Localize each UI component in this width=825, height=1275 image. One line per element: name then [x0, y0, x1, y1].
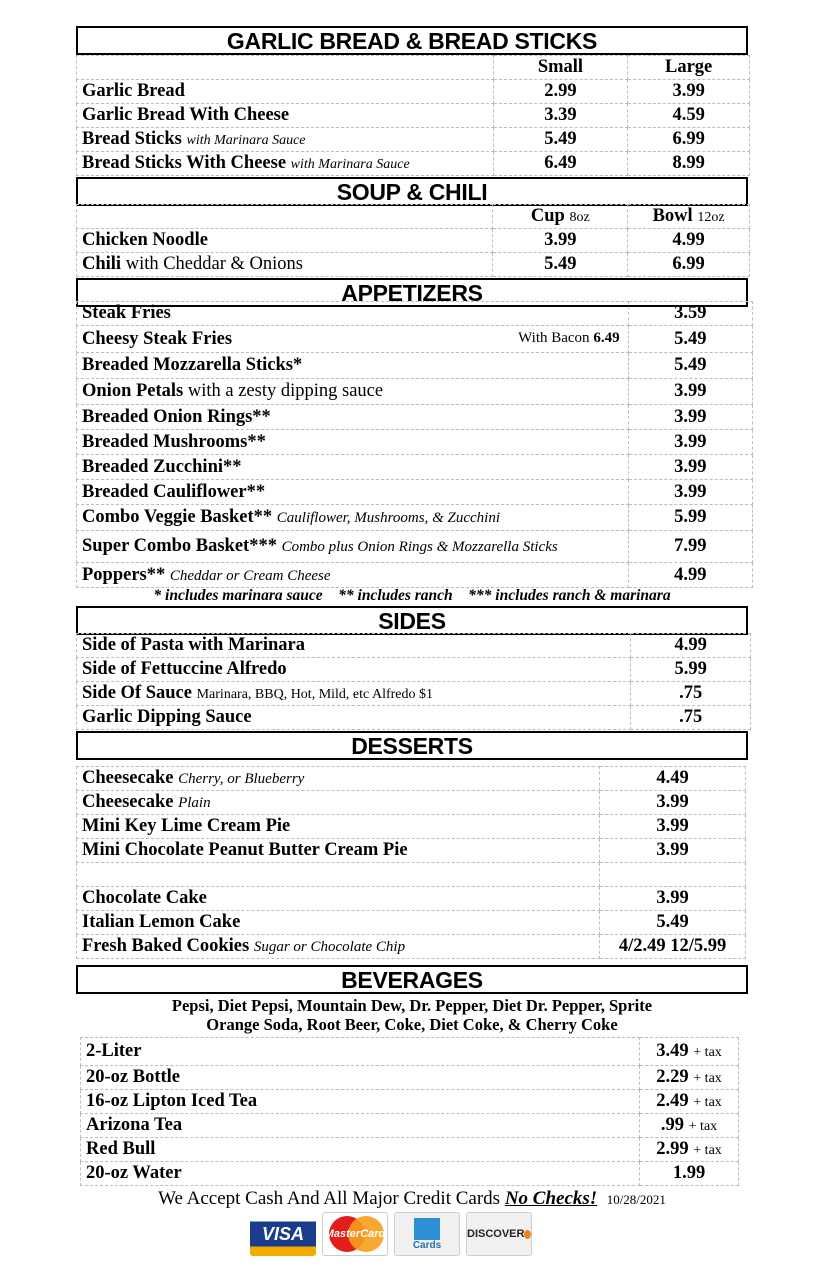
item-price: .99	[660, 1115, 685, 1135]
item-name: Side of Pasta with Marinara	[82, 635, 306, 655]
desserts-table	[76, 766, 746, 959]
price-bowl: 4.99	[628, 229, 750, 253]
item-price: 3.49	[656, 1041, 689, 1061]
item-name: Arizona Tea	[86, 1115, 183, 1135]
sides-section-title: SIDES	[76, 606, 748, 635]
item-name: Cheesecake	[82, 792, 174, 812]
price-large: 6.99	[628, 128, 750, 152]
desserts-section-title: DESSERTS	[76, 731, 748, 760]
tax-label: + tax	[693, 1143, 722, 1158]
item-note: Plain	[178, 795, 211, 811]
item-price: 5.99	[628, 505, 752, 531]
item-name: Mini Key Lime Cream Pie	[82, 816, 291, 836]
menu-row	[81, 1138, 739, 1162]
item-name: Side Of Sauce	[82, 683, 192, 703]
price-small: 2.99	[493, 80, 628, 104]
menu-row	[77, 455, 753, 480]
col-bowl-label: Bowl 12oz	[628, 205, 750, 229]
item-price: 5.49	[628, 326, 752, 353]
menu-row	[77, 767, 746, 791]
soda-list-line-2: Orange Soda, Root Beer, Coke, Diet Coke, & Cherry Coke	[206, 1015, 618, 1034]
garlic-section-title: GARLIC BREAD & BREAD STICKS	[76, 26, 748, 55]
item-name: 20-oz Water	[86, 1163, 182, 1183]
discover-logo-icon: DISCOVER	[466, 1212, 532, 1256]
menu-row	[77, 302, 753, 326]
visa-logo-icon: VISA	[250, 1212, 316, 1256]
price-small: 3.39	[493, 104, 628, 128]
item-note: with Marinara Sauce	[290, 157, 410, 172]
menu-row	[77, 152, 750, 176]
tax-label: + tax	[693, 1071, 722, 1086]
menu-row	[77, 839, 746, 863]
item-note: with a zesty dipping sauce	[187, 381, 384, 401]
item-note: Marinara, BBQ, Hot, Mild, etc Alfredo $1	[196, 687, 434, 702]
price-small: 5.49	[493, 128, 628, 152]
menu-row	[77, 104, 750, 128]
item-name: Garlic Bread	[82, 81, 185, 101]
soda-flavor-list	[76, 996, 748, 1034]
bacon-option-price: 6.49	[593, 330, 620, 346]
soup-table	[76, 204, 750, 277]
item-price: 1.99	[640, 1162, 739, 1186]
accepted-cards	[250, 1212, 532, 1256]
item-price: 3.99	[628, 379, 752, 405]
menu-row	[81, 1090, 739, 1114]
beverages-table	[80, 1037, 739, 1186]
menu-row	[77, 531, 753, 563]
menu-row	[81, 1114, 739, 1138]
menu-row	[81, 1066, 739, 1090]
price-large: 4.59	[628, 104, 750, 128]
menu-row	[77, 253, 750, 277]
item-price: 3.99	[600, 791, 746, 815]
menu-row	[77, 706, 751, 730]
item-name: Cheesecake	[82, 768, 174, 788]
menu-row	[77, 505, 753, 531]
menu-row	[77, 935, 746, 959]
appetizers-table	[76, 301, 753, 588]
item-price: 2.99	[656, 1139, 689, 1159]
item-note: Cherry, or Blueberry	[178, 771, 305, 787]
tax-label: + tax	[693, 1095, 722, 1110]
item-price: .75	[631, 706, 751, 730]
item-note: Cauliflower, Mushrooms, & Zucchini	[276, 510, 500, 526]
soda-list-line-1: Pepsi, Diet Pepsi, Mountain Dew, Dr. Pepper, Diet Dr. Pepper, Sprite	[171, 996, 653, 1015]
appetizers-section-title: APPETIZERS	[76, 278, 748, 307]
menu-row	[77, 80, 750, 104]
soup-header-blank	[77, 205, 493, 229]
item-name: Fresh Baked Cookies	[82, 936, 250, 956]
item-name: Poppers**	[82, 564, 166, 585]
item-price: 3.99	[628, 430, 752, 455]
menu-row	[77, 353, 753, 379]
item-price: 4.49	[600, 767, 746, 791]
price-small: 6.49	[493, 152, 628, 176]
menu-row	[77, 405, 753, 430]
garlic-header-blank	[77, 56, 494, 80]
price-large: 3.99	[628, 80, 750, 104]
item-name: Garlic Dipping Sauce	[82, 707, 252, 727]
menu-row	[81, 1162, 739, 1186]
item-name: Breaded Onion Rings**	[82, 406, 271, 427]
item-price: 3.99	[628, 405, 752, 430]
item-note: with Cheddar & Onions	[125, 254, 303, 274]
menu-row	[81, 1038, 739, 1066]
item-price: 3.99	[628, 455, 752, 480]
item-name: Steak Fries	[82, 303, 171, 323]
col-cup-label: Cup 8oz	[493, 205, 628, 229]
item-name: Breaded Cauliflower**	[82, 481, 266, 502]
menu-row	[77, 791, 746, 815]
menu-row	[77, 563, 753, 588]
item-note: with Marinara Sauce	[186, 133, 306, 148]
item-name: 2-Liter	[86, 1041, 142, 1061]
item-name: Breaded Mushrooms**	[82, 431, 266, 452]
col-small-label: Small	[493, 56, 628, 80]
menu-row	[77, 911, 746, 935]
item-name: Breaded Zucchini**	[82, 456, 242, 477]
soup-section-title: SOUP & CHILI	[76, 177, 748, 206]
payment-text: We Accept Cash And All Major Credit Cards	[158, 1188, 505, 1209]
price-cup: 5.49	[493, 253, 628, 277]
tax-label: + tax	[688, 1119, 718, 1134]
menu-row-empty	[77, 863, 746, 887]
item-name: Chicken Noodle	[82, 230, 208, 250]
item-note: Sugar or Chocolate Chip	[253, 939, 406, 955]
menu-row	[77, 682, 751, 706]
item-price: 2.49	[656, 1091, 689, 1111]
menu-row	[77, 887, 746, 911]
item-note: Combo plus Onion Rings & Mozzarella Sticks	[281, 539, 558, 555]
item-price: 3.99	[628, 480, 752, 505]
item-name: Super Combo Basket***	[82, 536, 277, 556]
item-price: 3.99	[600, 815, 746, 839]
price-large: 8.99	[628, 152, 750, 176]
menu-row	[77, 634, 751, 658]
menu-row	[77, 480, 753, 505]
item-name: Combo Veggie Basket**	[82, 507, 273, 527]
menu-row	[77, 229, 750, 253]
price-cup: 3.99	[493, 229, 628, 253]
item-note: Cheddar or Cream Cheese	[169, 567, 331, 584]
menu-row	[77, 326, 753, 353]
item-price: .75	[631, 682, 751, 706]
menu-row	[77, 815, 746, 839]
item-name: Red Bull	[86, 1139, 156, 1159]
item-name: Chocolate Cake	[82, 888, 207, 908]
item-price: 7.99	[628, 531, 752, 563]
col-large-label: Large	[628, 56, 750, 80]
item-name: Garlic Bread With Cheese	[82, 105, 290, 125]
item-price: 4.99	[628, 563, 752, 588]
item-price: 3.99	[600, 887, 746, 911]
appetizers-legend: * includes marinara sauce ** includes ranch *** includes ranch & marinara	[153, 587, 671, 604]
item-name: Mini Chocolate Peanut Butter Cream Pie	[82, 840, 408, 860]
item-name: Chili	[82, 254, 122, 274]
item-price	[600, 863, 746, 887]
mastercard-logo-icon: MasterCard	[322, 1212, 388, 1256]
no-checks-text: No Checks!	[504, 1188, 598, 1209]
item-name: Breaded Mozzarella Sticks*	[82, 355, 303, 375]
sides-table	[76, 633, 751, 730]
item-name: 16-oz Lipton Iced Tea	[86, 1091, 258, 1111]
menu-date: 10/28/2021	[606, 1192, 666, 1207]
amex-logo-icon: Cards	[394, 1212, 460, 1256]
item-name: Bread Sticks With Cheese	[82, 153, 287, 173]
garlic-table	[76, 55, 750, 176]
menu-row	[77, 658, 751, 682]
menu-row	[77, 128, 750, 152]
item-price: 4.99	[631, 634, 751, 658]
item-name: Cheesy Steak Fries	[82, 328, 233, 349]
item-name: Italian Lemon Cake	[82, 912, 241, 932]
item-price: 5.99	[631, 658, 751, 682]
item-price: 3.99	[600, 839, 746, 863]
item-name: Onion Petals	[82, 381, 184, 401]
beverages-section-title: BEVERAGES	[76, 965, 748, 994]
item-price: 3.59	[628, 302, 752, 326]
menu-row	[77, 379, 753, 405]
item-price: 5.49	[600, 911, 746, 935]
tax-label: + tax	[693, 1045, 722, 1060]
item-name: 20-oz Bottle	[86, 1067, 181, 1087]
item-name: Bread Sticks	[82, 129, 182, 149]
item-price: 4/2.49 12/5.99	[600, 935, 746, 959]
bacon-option-label: With Bacon	[518, 330, 590, 346]
item-price: 2.29	[656, 1067, 689, 1087]
price-bowl: 6.99	[628, 253, 750, 277]
payment-notice	[76, 1188, 748, 1210]
menu-row	[77, 430, 753, 455]
item-name: Side of Fettuccine Alfredo	[82, 659, 287, 679]
item-price: 5.49	[628, 353, 752, 379]
